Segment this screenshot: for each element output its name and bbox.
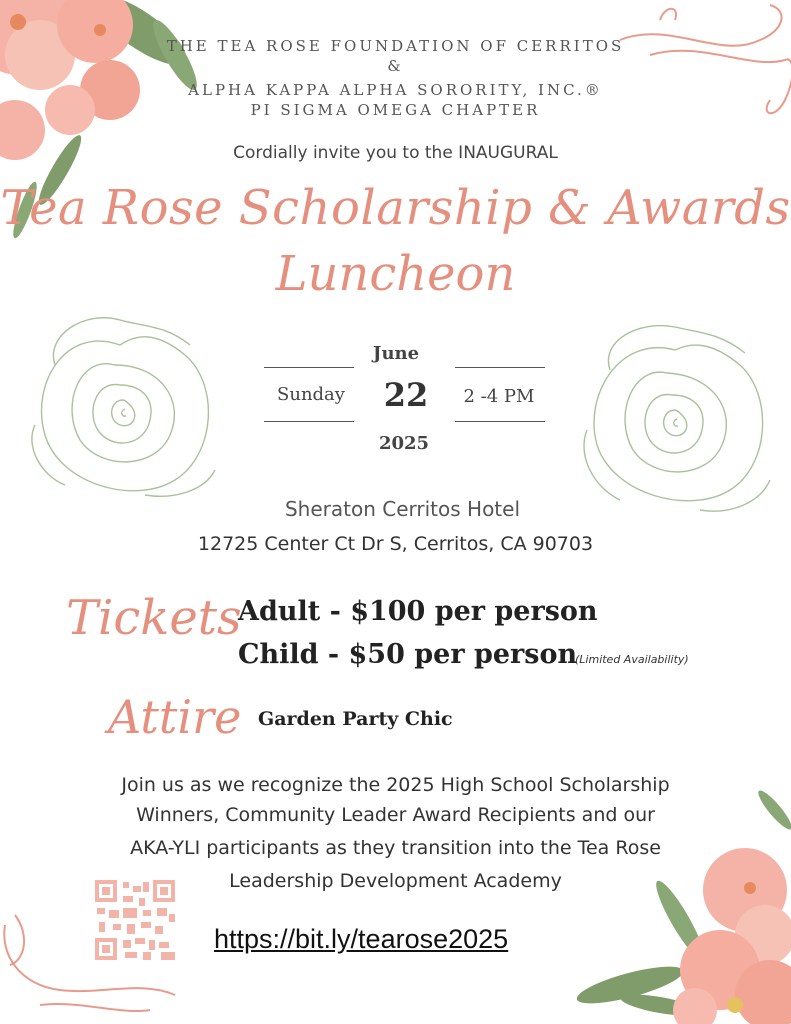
- left-rose-illustration: [25, 305, 220, 505]
- bottom-right-flowers-decoration: [560, 770, 791, 1024]
- event-link[interactable]: https://bit.ly/tearose2025: [214, 924, 509, 954]
- org-line-1: THE TEA ROSE FOUNDATION OF CERRITOS: [166, 37, 625, 55]
- date-weekday: Sunday: [277, 384, 345, 405]
- date-divider-top-left: [264, 367, 354, 368]
- description-line-4: Leadership Development Academy: [229, 870, 562, 892]
- ticket-child-price: Child - $50 per person: [238, 639, 578, 670]
- attire-value: Garden Party Chic: [258, 708, 453, 730]
- event-title-line-2: Luncheon: [275, 246, 516, 302]
- org-line-3: PI SIGMA OMEGA CHAPTER: [250, 101, 541, 119]
- right-rose-illustration: [575, 315, 775, 520]
- ticket-adult-price: Adult - $100 per person: [238, 596, 598, 627]
- venue-name: Sheraton Cerritos Hotel: [284, 497, 521, 521]
- description-line-3: AKA-YLI participants as they transition into the Tea Rose: [130, 837, 661, 859]
- date-year: 2025: [378, 433, 430, 454]
- date-month: June: [372, 343, 420, 364]
- ticket-availability-note: (Limited Availability): [575, 653, 689, 666]
- date-day: 22: [383, 376, 429, 414]
- invite-text: Cordially invite you to the INAUGURAL: [233, 143, 558, 163]
- date-divider-top-right: [455, 367, 545, 368]
- event-title-line-1: Tea Rose Scholarship & Awards: [0, 180, 791, 236]
- date-divider-bottom-right: [455, 421, 545, 422]
- description-line-1: Join us as we recognize the 2025 High School Scholarship: [121, 774, 670, 796]
- date-time: 2 -4 PM: [463, 386, 535, 407]
- ampersand: &: [387, 57, 404, 75]
- description-line-2: Winners, Community Leader Award Recipients and our: [136, 804, 655, 826]
- org-line-2: ALPHA KAPPA ALPHA SORORITY, INC.®: [188, 81, 603, 99]
- attire-heading: Attire: [108, 690, 242, 744]
- venue-address: 12725 Center Ct Dr S, Cerritos, CA 90703: [197, 533, 594, 555]
- bottom-left-swirl-decoration: [0, 905, 180, 1024]
- tickets-heading: Tickets: [66, 590, 242, 646]
- date-divider-bottom-left: [264, 421, 354, 422]
